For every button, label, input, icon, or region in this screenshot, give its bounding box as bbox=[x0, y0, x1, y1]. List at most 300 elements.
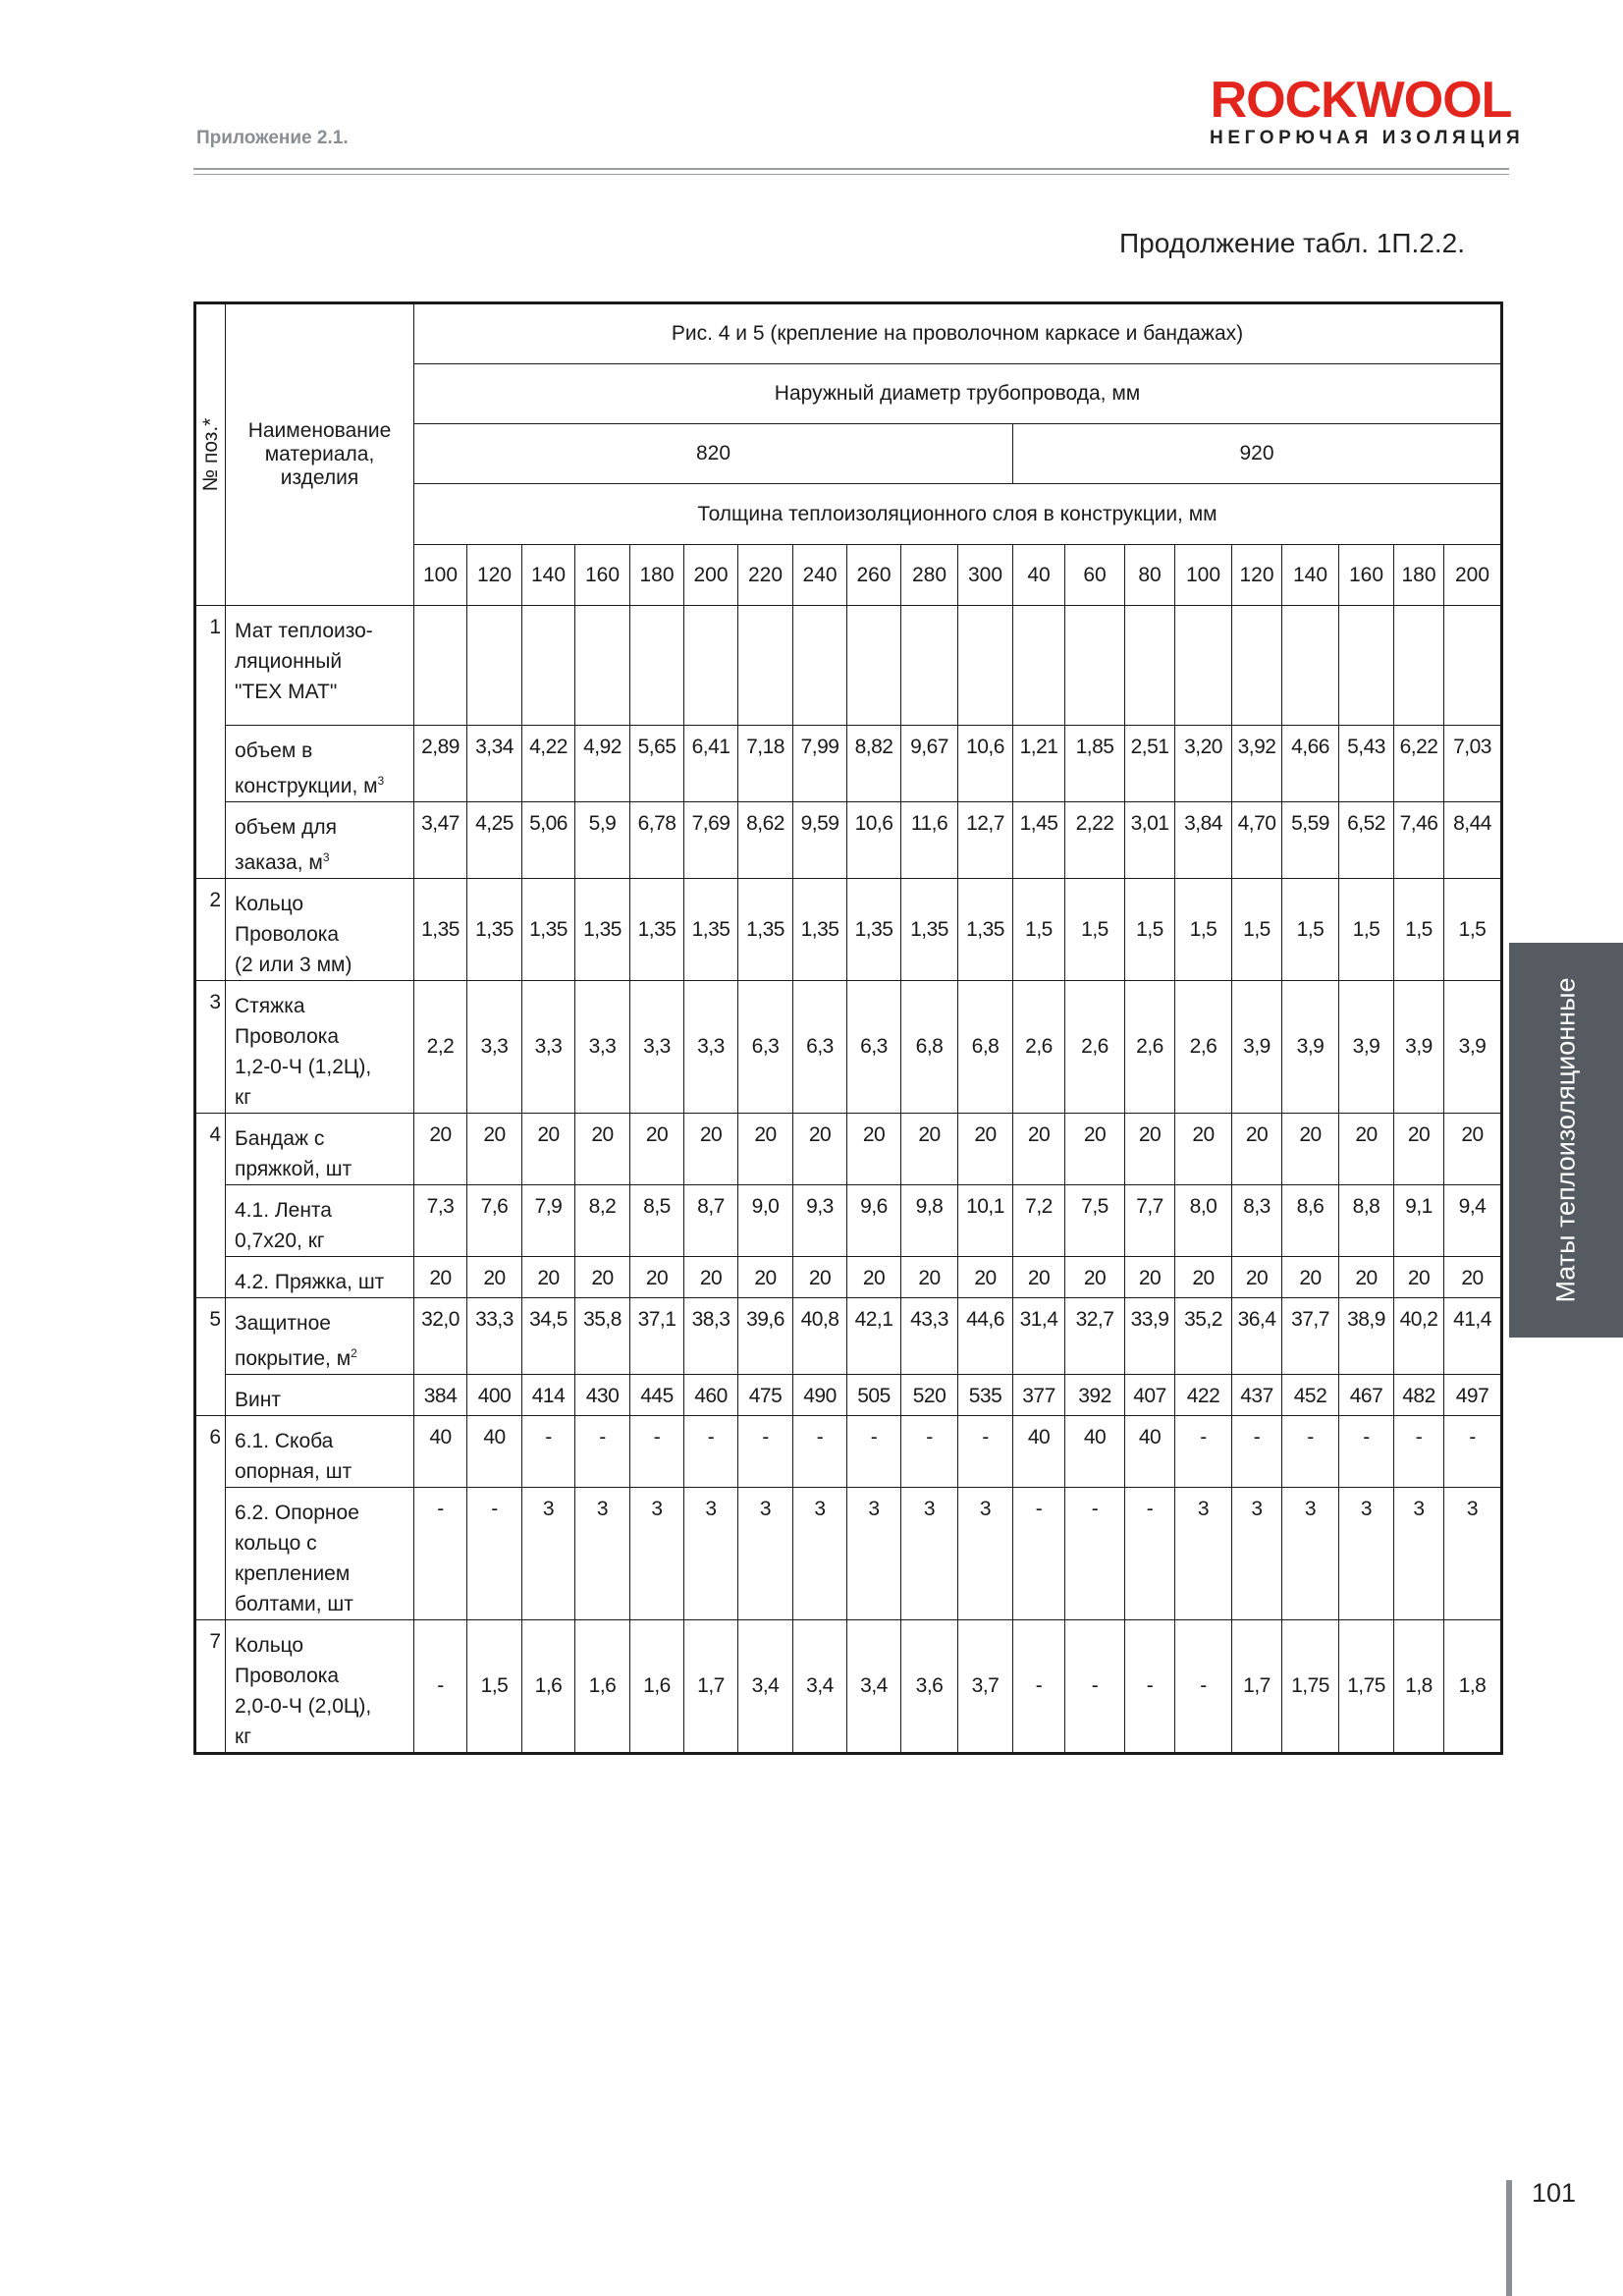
value-cell: 1,5 bbox=[1065, 879, 1125, 981]
table-row bbox=[195, 802, 1502, 879]
value-cell: 5,65 bbox=[630, 726, 684, 802]
thickness-cell: 200 bbox=[684, 545, 738, 606]
value-cell: 33,9 bbox=[1125, 1298, 1175, 1375]
thickness-cell: 240 bbox=[793, 545, 847, 606]
value-cell: - bbox=[1065, 1620, 1125, 1754]
value-cell: 6,78 bbox=[630, 802, 684, 879]
thickness-cell: 160 bbox=[1339, 545, 1394, 606]
value-cell: 7,99 bbox=[793, 726, 847, 802]
value-cell: 6,3 bbox=[738, 981, 793, 1114]
value-cell: 35,2 bbox=[1175, 1298, 1232, 1375]
table-row bbox=[195, 1375, 1502, 1416]
value-cell: 6,3 bbox=[847, 981, 901, 1114]
logo-tagline: НЕГОРЮЧАЯ ИЗОЛЯЦИЯ bbox=[1210, 128, 1525, 148]
value-cell: 1,35 bbox=[467, 879, 522, 981]
value-cell bbox=[1394, 606, 1444, 726]
value-cell: 9,0 bbox=[738, 1185, 793, 1257]
value-cell: 37,1 bbox=[630, 1298, 684, 1375]
value-cell: 400 bbox=[467, 1375, 522, 1416]
material-name: Стяжка Проволока 1,2-0-Ч (1,2Ц), кг bbox=[226, 981, 414, 1114]
value-cell: - bbox=[1394, 1416, 1444, 1488]
header-rule bbox=[193, 168, 1509, 170]
value-cell: 11,6 bbox=[901, 802, 958, 879]
value-cell: 3 bbox=[630, 1488, 684, 1620]
thickness-cell: 120 bbox=[467, 545, 522, 606]
value-cell: 4,70 bbox=[1232, 802, 1282, 879]
diameter-820-header: 820 bbox=[414, 424, 1013, 484]
value-cell bbox=[1232, 606, 1282, 726]
value-cell: 3 bbox=[793, 1488, 847, 1620]
rockwool-logo bbox=[1210, 72, 1525, 149]
value-cell: 42,1 bbox=[847, 1298, 901, 1375]
value-cell: 3 bbox=[738, 1488, 793, 1620]
thickness-cell: 40 bbox=[1013, 545, 1065, 606]
value-cell: 8,82 bbox=[847, 726, 901, 802]
value-cell: - bbox=[575, 1416, 630, 1488]
value-cell: 6,22 bbox=[1394, 726, 1444, 802]
value-cell: 1,75 bbox=[1339, 1620, 1394, 1754]
value-cell: 2,6 bbox=[1065, 981, 1125, 1114]
value-cell: - bbox=[630, 1416, 684, 1488]
value-cell: - bbox=[1125, 1488, 1175, 1620]
value-cell: 1,35 bbox=[793, 879, 847, 981]
value-cell bbox=[1065, 606, 1125, 726]
value-cell bbox=[958, 606, 1013, 726]
value-cell: 20 bbox=[901, 1114, 958, 1185]
thickness-cell: 200 bbox=[1444, 545, 1502, 606]
value-cell: - bbox=[901, 1416, 958, 1488]
value-cell: 6,8 bbox=[901, 981, 958, 1114]
table-row bbox=[195, 1185, 1502, 1257]
table-row bbox=[195, 606, 1502, 726]
value-cell: 1,35 bbox=[684, 879, 738, 981]
value-cell: 3,3 bbox=[630, 981, 684, 1114]
value-cell: 3 bbox=[575, 1488, 630, 1620]
value-cell: 20 bbox=[1282, 1114, 1339, 1185]
value-cell: 20 bbox=[1232, 1114, 1282, 1185]
value-cell: 6,8 bbox=[958, 981, 1013, 1114]
value-cell bbox=[793, 606, 847, 726]
value-cell: 20 bbox=[522, 1257, 575, 1298]
value-cell: 20 bbox=[1125, 1114, 1175, 1185]
value-cell: 1,5 bbox=[1444, 879, 1502, 981]
value-cell bbox=[1125, 606, 1175, 726]
value-cell: 6,3 bbox=[793, 981, 847, 1114]
value-cell: 3,92 bbox=[1232, 726, 1282, 802]
pos-number: 4 bbox=[195, 1114, 226, 1298]
thickness-cell: 100 bbox=[414, 545, 467, 606]
value-cell: 20 bbox=[1065, 1114, 1125, 1185]
value-cell: 3,4 bbox=[793, 1620, 847, 1754]
value-cell: 3,9 bbox=[1282, 981, 1339, 1114]
value-cell: - bbox=[522, 1416, 575, 1488]
value-cell: 505 bbox=[847, 1375, 901, 1416]
value-cell: 3,7 bbox=[958, 1620, 1013, 1754]
value-cell: 445 bbox=[630, 1375, 684, 1416]
value-cell: 5,06 bbox=[522, 802, 575, 879]
value-cell: 1,35 bbox=[901, 879, 958, 981]
pos-header: № поз.* bbox=[195, 303, 226, 606]
value-cell: 5,9 bbox=[575, 802, 630, 879]
value-cell: 41,4 bbox=[1444, 1298, 1502, 1375]
value-cell: - bbox=[847, 1416, 901, 1488]
value-cell: 384 bbox=[414, 1375, 467, 1416]
value-cell: 20 bbox=[575, 1114, 630, 1185]
value-cell: 2,2 bbox=[414, 981, 467, 1114]
value-cell: 407 bbox=[1125, 1375, 1175, 1416]
value-cell: 31,4 bbox=[1013, 1298, 1065, 1375]
value-cell: 414 bbox=[522, 1375, 575, 1416]
material-name: 6.1. Скоба опорная, шт bbox=[226, 1416, 414, 1488]
value-cell: 9,3 bbox=[793, 1185, 847, 1257]
value-cell: 7,6 bbox=[467, 1185, 522, 1257]
thickness-cell: 100 bbox=[1175, 545, 1232, 606]
value-cell: 3,3 bbox=[684, 981, 738, 1114]
value-cell: 20 bbox=[1339, 1114, 1394, 1185]
value-cell: 7,9 bbox=[522, 1185, 575, 1257]
value-cell: 482 bbox=[1394, 1375, 1444, 1416]
diameter-920-header: 920 bbox=[1013, 424, 1502, 484]
pos-number: 6 bbox=[195, 1416, 226, 1620]
thickness-cell: 140 bbox=[522, 545, 575, 606]
value-cell: 2,6 bbox=[1175, 981, 1232, 1114]
material-name: Бандаж с пряжкой, шт bbox=[226, 1114, 414, 1185]
value-cell: 452 bbox=[1282, 1375, 1339, 1416]
value-cell: 20 bbox=[1444, 1257, 1502, 1298]
value-cell: 20 bbox=[630, 1257, 684, 1298]
value-cell: 20 bbox=[1175, 1114, 1232, 1185]
value-cell: 467 bbox=[1339, 1375, 1394, 1416]
value-cell: 9,1 bbox=[1394, 1185, 1444, 1257]
material-name: Кольцо Проволока (2 или 3 мм) bbox=[226, 879, 414, 981]
value-cell: 3,34 bbox=[467, 726, 522, 802]
thickness-cell: 220 bbox=[738, 545, 793, 606]
value-cell bbox=[1013, 606, 1065, 726]
value-cell: 20 bbox=[467, 1114, 522, 1185]
value-cell: 3 bbox=[901, 1488, 958, 1620]
value-cell: 490 bbox=[793, 1375, 847, 1416]
value-cell: 20 bbox=[1339, 1257, 1394, 1298]
value-cell: 6,52 bbox=[1339, 802, 1394, 879]
pos-number: 1 bbox=[195, 606, 226, 879]
value-cell: 3,3 bbox=[467, 981, 522, 1114]
value-cell: 20 bbox=[684, 1257, 738, 1298]
value-cell: 10,6 bbox=[847, 802, 901, 879]
value-cell: 38,3 bbox=[684, 1298, 738, 1375]
value-cell: 20 bbox=[1175, 1257, 1232, 1298]
value-cell: 20 bbox=[467, 1257, 522, 1298]
value-cell bbox=[522, 606, 575, 726]
value-cell: 20 bbox=[847, 1257, 901, 1298]
value-cell: 3 bbox=[958, 1488, 1013, 1620]
value-cell: 1,7 bbox=[684, 1620, 738, 1754]
value-cell: - bbox=[793, 1416, 847, 1488]
value-cell: 20 bbox=[738, 1114, 793, 1185]
value-cell: 20 bbox=[1282, 1257, 1339, 1298]
value-cell: 43,3 bbox=[901, 1298, 958, 1375]
value-cell: - bbox=[1444, 1416, 1502, 1488]
value-cell: 1,45 bbox=[1013, 802, 1065, 879]
table-row bbox=[195, 879, 1502, 981]
value-cell: 3,01 bbox=[1125, 802, 1175, 879]
value-cell: 1,35 bbox=[414, 879, 467, 981]
value-cell: 9,8 bbox=[901, 1185, 958, 1257]
value-cell: 422 bbox=[1175, 1375, 1232, 1416]
materials-table bbox=[193, 301, 1503, 1755]
value-cell: 40 bbox=[414, 1416, 467, 1488]
value-cell: 1,8 bbox=[1394, 1620, 1444, 1754]
value-cell: 33,3 bbox=[467, 1298, 522, 1375]
value-cell: 2,89 bbox=[414, 726, 467, 802]
header-rule-thin bbox=[193, 174, 1509, 175]
value-cell: 497 bbox=[1444, 1375, 1502, 1416]
name-header: Наименование материала, изделия bbox=[226, 303, 414, 606]
value-cell: 40,2 bbox=[1394, 1298, 1444, 1375]
figure-header: Рис. 4 и 5 (крепление на проволочном каркасе и бандажах) bbox=[414, 303, 1502, 364]
value-cell bbox=[738, 606, 793, 726]
value-cell: - bbox=[1175, 1416, 1232, 1488]
value-cell: 8,0 bbox=[1175, 1185, 1232, 1257]
value-cell: 1,5 bbox=[1339, 879, 1394, 981]
value-cell: 20 bbox=[793, 1114, 847, 1185]
value-cell: 40 bbox=[1013, 1416, 1065, 1488]
value-cell: 44,6 bbox=[958, 1298, 1013, 1375]
value-cell: 37,7 bbox=[1282, 1298, 1339, 1375]
value-cell: 2,6 bbox=[1013, 981, 1065, 1114]
value-cell: 3 bbox=[1394, 1488, 1444, 1620]
value-cell bbox=[1339, 606, 1394, 726]
value-cell: - bbox=[1232, 1416, 1282, 1488]
value-cell: 20 bbox=[1065, 1257, 1125, 1298]
value-cell: 20 bbox=[1444, 1114, 1502, 1185]
value-cell: 20 bbox=[901, 1257, 958, 1298]
thickness-cell: 140 bbox=[1282, 545, 1339, 606]
value-cell: 20 bbox=[958, 1114, 1013, 1185]
pos-number: 3 bbox=[195, 981, 226, 1114]
value-cell: 12,7 bbox=[958, 802, 1013, 879]
value-cell: 430 bbox=[575, 1375, 630, 1416]
value-cell: 1,35 bbox=[958, 879, 1013, 981]
section-tab bbox=[1509, 943, 1623, 1338]
value-cell: 1,6 bbox=[522, 1620, 575, 1754]
thickness-cell: 80 bbox=[1125, 545, 1175, 606]
value-cell: 20 bbox=[1125, 1257, 1175, 1298]
value-cell: 520 bbox=[901, 1375, 958, 1416]
value-cell: 437 bbox=[1232, 1375, 1282, 1416]
value-cell: 7,46 bbox=[1394, 802, 1444, 879]
value-cell: 20 bbox=[793, 1257, 847, 1298]
value-cell: 8,6 bbox=[1282, 1185, 1339, 1257]
value-cell: - bbox=[1065, 1488, 1125, 1620]
table-row bbox=[195, 1488, 1502, 1620]
value-cell: - bbox=[414, 1620, 467, 1754]
value-cell: 1,5 bbox=[1232, 879, 1282, 981]
table-row bbox=[195, 1298, 1502, 1375]
value-cell: 1,35 bbox=[847, 879, 901, 981]
value-cell: 2,6 bbox=[1125, 981, 1175, 1114]
value-cell: 3,3 bbox=[575, 981, 630, 1114]
value-cell: 3 bbox=[1444, 1488, 1502, 1620]
pos-number: 2 bbox=[195, 879, 226, 981]
value-cell: 4,25 bbox=[467, 802, 522, 879]
value-cell: 7,2 bbox=[1013, 1185, 1065, 1257]
value-cell: 1,5 bbox=[1125, 879, 1175, 981]
value-cell: 7,5 bbox=[1065, 1185, 1125, 1257]
value-cell: 3,9 bbox=[1444, 981, 1502, 1114]
value-cell: 20 bbox=[414, 1257, 467, 1298]
value-cell: 3 bbox=[1232, 1488, 1282, 1620]
value-cell: 3,84 bbox=[1175, 802, 1232, 879]
material-name: объем для заказа, $м^3$ bbox=[226, 802, 414, 879]
value-cell: 3 bbox=[1282, 1488, 1339, 1620]
value-cell: 5,43 bbox=[1339, 726, 1394, 802]
value-cell: 9,59 bbox=[793, 802, 847, 879]
value-cell: 20 bbox=[1232, 1257, 1282, 1298]
value-cell: 1,35 bbox=[575, 879, 630, 981]
value-cell: 4,22 bbox=[522, 726, 575, 802]
value-cell: 3,6 bbox=[901, 1620, 958, 1754]
value-cell: 8,62 bbox=[738, 802, 793, 879]
value-cell bbox=[414, 606, 467, 726]
value-cell: 8,7 bbox=[684, 1185, 738, 1257]
thickness-header: Толщина теплоизоляционного слоя в конструкции, мм bbox=[414, 484, 1502, 545]
value-cell: 377 bbox=[1013, 1375, 1065, 1416]
thickness-cell: 280 bbox=[901, 545, 958, 606]
value-cell: - bbox=[1282, 1416, 1339, 1488]
value-cell: 7,3 bbox=[414, 1185, 467, 1257]
value-cell: 7,69 bbox=[684, 802, 738, 879]
value-cell: 3,9 bbox=[1232, 981, 1282, 1114]
table-row bbox=[195, 1257, 1502, 1298]
value-cell: 8,8 bbox=[1339, 1185, 1394, 1257]
value-cell bbox=[847, 606, 901, 726]
table-row bbox=[195, 981, 1502, 1114]
value-cell: 32,0 bbox=[414, 1298, 467, 1375]
value-cell: 8,5 bbox=[630, 1185, 684, 1257]
value-cell: 1,6 bbox=[630, 1620, 684, 1754]
value-cell: - bbox=[958, 1416, 1013, 1488]
value-cell: 38,9 bbox=[1339, 1298, 1394, 1375]
pos-number: 7 bbox=[195, 1620, 226, 1754]
table-row bbox=[195, 1416, 1502, 1488]
value-cell: - bbox=[1175, 1620, 1232, 1754]
value-cell: 3,47 bbox=[414, 802, 467, 879]
value-cell bbox=[1282, 606, 1339, 726]
value-cell: 1,5 bbox=[467, 1620, 522, 1754]
value-cell bbox=[1444, 606, 1502, 726]
value-cell: 460 bbox=[684, 1375, 738, 1416]
material-name: Винт bbox=[226, 1375, 414, 1416]
value-cell: 3,9 bbox=[1339, 981, 1394, 1114]
value-cell bbox=[630, 606, 684, 726]
material-name: 4.1. Лента 0,7х20, кг bbox=[226, 1185, 414, 1257]
value-cell: - bbox=[738, 1416, 793, 1488]
value-cell: 40 bbox=[1065, 1416, 1125, 1488]
value-cell bbox=[1175, 606, 1232, 726]
value-cell: 1,5 bbox=[1282, 879, 1339, 981]
value-cell: 20 bbox=[522, 1114, 575, 1185]
thickness-cell: 260 bbox=[847, 545, 901, 606]
value-cell: - bbox=[467, 1488, 522, 1620]
pos-number: 5 bbox=[195, 1298, 226, 1416]
diameter-header: Наружный диаметр трубопровода, мм bbox=[414, 364, 1502, 424]
value-cell: 3,20 bbox=[1175, 726, 1232, 802]
value-cell: 5,59 bbox=[1282, 802, 1339, 879]
value-cell bbox=[467, 606, 522, 726]
page-number-bar bbox=[1506, 2180, 1512, 2296]
value-cell bbox=[901, 606, 958, 726]
value-cell: 4,66 bbox=[1282, 726, 1339, 802]
value-cell: 3 bbox=[1175, 1488, 1232, 1620]
value-cell: 2,51 bbox=[1125, 726, 1175, 802]
value-cell: 3 bbox=[684, 1488, 738, 1620]
value-cell: 3,4 bbox=[847, 1620, 901, 1754]
value-cell: 32,7 bbox=[1065, 1298, 1125, 1375]
value-cell: 20 bbox=[958, 1257, 1013, 1298]
value-cell: - bbox=[1013, 1488, 1065, 1620]
value-cell: 20 bbox=[630, 1114, 684, 1185]
thickness-cell: 180 bbox=[630, 545, 684, 606]
value-cell: 20 bbox=[684, 1114, 738, 1185]
material-name: Кольцо Проволока 2,0-0-Ч (2,0Ц), кг bbox=[226, 1620, 414, 1754]
value-cell: 8,2 bbox=[575, 1185, 630, 1257]
value-cell: - bbox=[684, 1416, 738, 1488]
value-cell: 1,5 bbox=[1013, 879, 1065, 981]
table-row bbox=[195, 1114, 1502, 1185]
value-cell: 1,5 bbox=[1175, 879, 1232, 981]
value-cell: 20 bbox=[1013, 1257, 1065, 1298]
material-name: Защитное покрытие, $м^2$ bbox=[226, 1298, 414, 1375]
value-cell bbox=[684, 606, 738, 726]
value-cell: 3 bbox=[522, 1488, 575, 1620]
table-row bbox=[195, 726, 1502, 802]
material-name: 6.2. Опорное кольцо с креплением болтами, шт bbox=[226, 1488, 414, 1620]
value-cell: 475 bbox=[738, 1375, 793, 1416]
value-cell: 7,03 bbox=[1444, 726, 1502, 802]
value-cell: 40 bbox=[467, 1416, 522, 1488]
value-cell: 20 bbox=[847, 1114, 901, 1185]
value-cell: - bbox=[414, 1488, 467, 1620]
appendix-label: Приложение 2.1. bbox=[196, 128, 349, 148]
table-caption: Продолжение табл. 1П.2.2. bbox=[1119, 228, 1465, 258]
value-cell: 4,92 bbox=[575, 726, 630, 802]
thickness-cell: 120 bbox=[1232, 545, 1282, 606]
value-cell: 3 bbox=[847, 1488, 901, 1620]
value-cell: 3 bbox=[1339, 1488, 1394, 1620]
value-cell: 8,3 bbox=[1232, 1185, 1282, 1257]
value-cell: 1,7 bbox=[1232, 1620, 1282, 1754]
value-cell: 36,4 bbox=[1232, 1298, 1282, 1375]
value-cell: 1,35 bbox=[522, 879, 575, 981]
value-cell: 9,6 bbox=[847, 1185, 901, 1257]
value-cell: 40 bbox=[1125, 1416, 1175, 1488]
value-cell: 1,35 bbox=[738, 879, 793, 981]
value-cell: 3,3 bbox=[522, 981, 575, 1114]
material-name: Мат теплоизо- ляционный "ТЕХ МАТ" bbox=[226, 606, 414, 726]
value-cell: 1,6 bbox=[575, 1620, 630, 1754]
value-cell: 40,8 bbox=[793, 1298, 847, 1375]
value-cell: 20 bbox=[738, 1257, 793, 1298]
value-cell: 6,41 bbox=[684, 726, 738, 802]
value-cell: 9,4 bbox=[1444, 1185, 1502, 1257]
value-cell: 20 bbox=[575, 1257, 630, 1298]
value-cell: 34,5 bbox=[522, 1298, 575, 1375]
value-cell: 10,1 bbox=[958, 1185, 1013, 1257]
section-tab-label: Маты теплоизоляционные bbox=[1550, 977, 1581, 1303]
thickness-cell: 300 bbox=[958, 545, 1013, 606]
thickness-cell: 160 bbox=[575, 545, 630, 606]
value-cell: 39,6 bbox=[738, 1298, 793, 1375]
